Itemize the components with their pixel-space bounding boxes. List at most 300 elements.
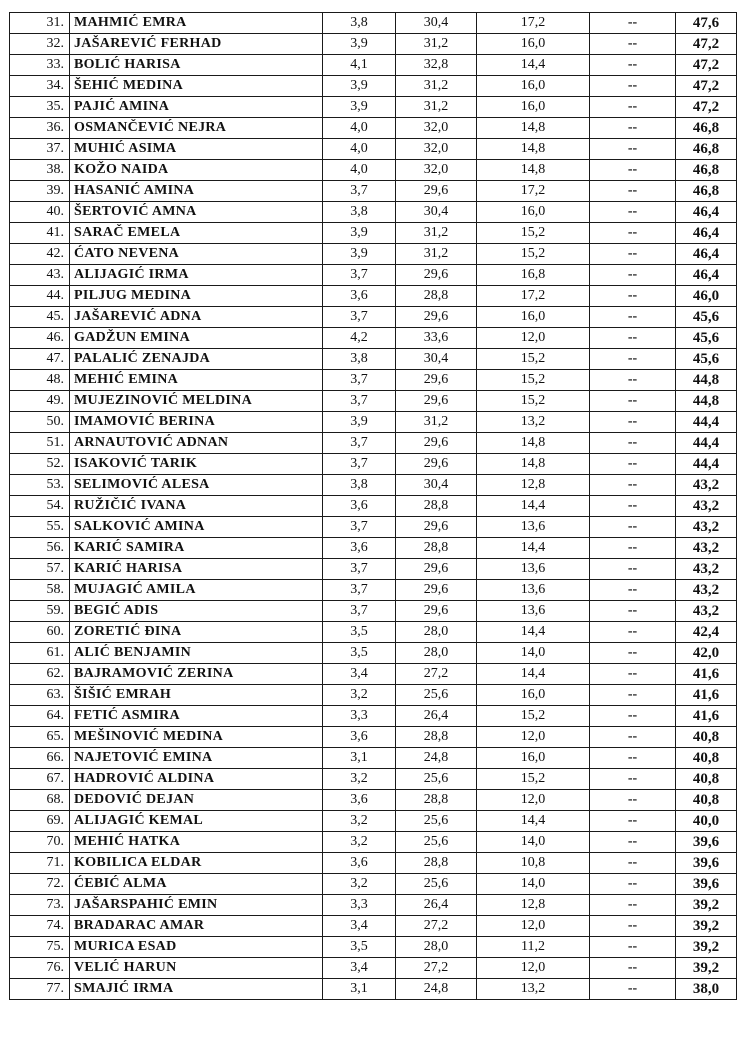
special-points: -- (590, 391, 676, 412)
total-points: 43,2 (676, 559, 737, 580)
table-row (10, 433, 737, 454)
student-name: HASANIĆ AMINA (70, 181, 323, 202)
row-rank: 38. (10, 160, 70, 181)
table-row (10, 874, 737, 895)
row-rank: 31. (10, 13, 70, 34)
row-rank: 35. (10, 97, 70, 118)
total-points: 46,4 (676, 265, 737, 286)
row-rank: 34. (10, 76, 70, 97)
competition-points: 12,0 (477, 958, 590, 979)
average-points: 32,0 (396, 118, 477, 139)
average-points: 24,8 (396, 748, 477, 769)
competition-points: 12,0 (477, 916, 590, 937)
competition-points: 16,8 (477, 265, 590, 286)
row-rank: 66. (10, 748, 70, 769)
grade-average: 3,5 (323, 643, 396, 664)
special-points: -- (590, 76, 676, 97)
total-points: 43,2 (676, 496, 737, 517)
average-points: 28,8 (396, 853, 477, 874)
student-name: RUŽIČIĆ IVANA (70, 496, 323, 517)
grade-average: 3,6 (323, 538, 396, 559)
table-row (10, 559, 737, 580)
student-name: SARAČ EMELA (70, 223, 323, 244)
grade-average: 4,0 (323, 118, 396, 139)
row-rank: 68. (10, 790, 70, 811)
row-rank: 70. (10, 832, 70, 853)
competition-points: 12,0 (477, 328, 590, 349)
special-points: -- (590, 643, 676, 664)
average-points: 29,6 (396, 265, 477, 286)
grade-average: 3,1 (323, 748, 396, 769)
row-rank: 71. (10, 853, 70, 874)
special-points: -- (590, 601, 676, 622)
table-row (10, 34, 737, 55)
grade-average: 3,5 (323, 622, 396, 643)
total-points: 43,2 (676, 601, 737, 622)
competition-points: 13,2 (477, 979, 590, 1000)
table-row (10, 97, 737, 118)
student-name: NAJETOVIĆ EMINA (70, 748, 323, 769)
total-points: 39,2 (676, 937, 737, 958)
total-points: 46,0 (676, 286, 737, 307)
grade-average: 3,4 (323, 916, 396, 937)
table-row (10, 622, 737, 643)
total-points: 39,6 (676, 832, 737, 853)
average-points: 31,2 (396, 76, 477, 97)
average-points: 24,8 (396, 979, 477, 1000)
competition-points: 15,2 (477, 244, 590, 265)
grade-average: 3,4 (323, 664, 396, 685)
total-points: 46,4 (676, 202, 737, 223)
row-rank: 59. (10, 601, 70, 622)
competition-points: 14,0 (477, 874, 590, 895)
special-points: -- (590, 34, 676, 55)
table-row (10, 937, 737, 958)
competition-points: 14,4 (477, 664, 590, 685)
special-points: -- (590, 412, 676, 433)
student-name: MUHIĆ ASIMA (70, 139, 323, 160)
total-points: 45,6 (676, 307, 737, 328)
competition-points: 14,8 (477, 160, 590, 181)
grade-average: 3,7 (323, 580, 396, 601)
ranking-table-container (9, 12, 737, 1000)
row-rank: 42. (10, 244, 70, 265)
competition-points: 14,8 (477, 454, 590, 475)
total-points: 42,0 (676, 643, 737, 664)
row-rank: 62. (10, 664, 70, 685)
special-points: -- (590, 727, 676, 748)
special-points: -- (590, 769, 676, 790)
special-points: -- (590, 349, 676, 370)
competition-points: 13,6 (477, 580, 590, 601)
student-name: SMAJIĆ IRMA (70, 979, 323, 1000)
average-points: 29,6 (396, 391, 477, 412)
average-points: 28,8 (396, 790, 477, 811)
grade-average: 3,8 (323, 13, 396, 34)
table-row (10, 118, 737, 139)
table-row (10, 328, 737, 349)
competition-points: 17,2 (477, 181, 590, 202)
grade-average: 3,7 (323, 181, 396, 202)
student-name: BAJRAMOVIĆ ZERINA (70, 664, 323, 685)
total-points: 40,8 (676, 727, 737, 748)
special-points: -- (590, 748, 676, 769)
student-name: MAHMIĆ EMRA (70, 13, 323, 34)
student-name: ĆEBIĆ ALMA (70, 874, 323, 895)
competition-points: 16,0 (477, 202, 590, 223)
competition-points: 12,8 (477, 475, 590, 496)
table-row (10, 181, 737, 202)
student-name: PAJIĆ AMINA (70, 97, 323, 118)
table-row (10, 643, 737, 664)
grade-average: 3,3 (323, 895, 396, 916)
competition-points: 14,4 (477, 496, 590, 517)
grade-average: 3,9 (323, 97, 396, 118)
competition-points: 12,8 (477, 895, 590, 916)
student-name: BRADARAC AMAR (70, 916, 323, 937)
average-points: 32,0 (396, 160, 477, 181)
table-row (10, 958, 737, 979)
average-points: 25,6 (396, 769, 477, 790)
special-points: -- (590, 916, 676, 937)
student-name: ŠERTOVIĆ AMNA (70, 202, 323, 223)
competition-points: 10,8 (477, 853, 590, 874)
average-points: 25,6 (396, 811, 477, 832)
student-name: MEHIĆ HATKA (70, 832, 323, 853)
table-row (10, 412, 737, 433)
grade-average: 3,1 (323, 979, 396, 1000)
average-points: 31,2 (396, 244, 477, 265)
row-rank: 49. (10, 391, 70, 412)
grade-average: 3,5 (323, 937, 396, 958)
average-points: 28,8 (396, 727, 477, 748)
special-points: -- (590, 517, 676, 538)
row-rank: 67. (10, 769, 70, 790)
special-points: -- (590, 223, 676, 244)
row-rank: 46. (10, 328, 70, 349)
average-points: 31,2 (396, 34, 477, 55)
special-points: -- (590, 328, 676, 349)
total-points: 47,2 (676, 97, 737, 118)
total-points: 45,6 (676, 349, 737, 370)
competition-points: 12,0 (477, 727, 590, 748)
row-rank: 58. (10, 580, 70, 601)
average-points: 25,6 (396, 874, 477, 895)
competition-points: 15,2 (477, 370, 590, 391)
grade-average: 3,7 (323, 307, 396, 328)
competition-points: 13,6 (477, 601, 590, 622)
competition-points: 14,8 (477, 433, 590, 454)
competition-points: 14,4 (477, 622, 590, 643)
average-points: 27,2 (396, 958, 477, 979)
grade-average: 3,7 (323, 391, 396, 412)
row-rank: 41. (10, 223, 70, 244)
student-name: KOBILICA ELDAR (70, 853, 323, 874)
table-row (10, 139, 737, 160)
grade-average: 3,6 (323, 727, 396, 748)
row-rank: 69. (10, 811, 70, 832)
table-row (10, 790, 737, 811)
student-name: FETIĆ ASMIRA (70, 706, 323, 727)
total-points: 46,8 (676, 181, 737, 202)
total-points: 47,6 (676, 13, 737, 34)
row-rank: 63. (10, 685, 70, 706)
grade-average: 3,2 (323, 811, 396, 832)
total-points: 44,4 (676, 454, 737, 475)
grade-average: 3,8 (323, 475, 396, 496)
row-rank: 44. (10, 286, 70, 307)
grade-average: 3,9 (323, 412, 396, 433)
average-points: 28,0 (396, 937, 477, 958)
grade-average: 3,9 (323, 76, 396, 97)
student-name: MURICA ESAD (70, 937, 323, 958)
competition-points: 14,8 (477, 118, 590, 139)
student-name: PALALIĆ ZENAJDA (70, 349, 323, 370)
table-row (10, 76, 737, 97)
total-points: 46,8 (676, 118, 737, 139)
table-row (10, 685, 737, 706)
total-points: 41,6 (676, 685, 737, 706)
special-points: -- (590, 13, 676, 34)
special-points: -- (590, 811, 676, 832)
special-points: -- (590, 937, 676, 958)
table-row (10, 853, 737, 874)
table-row (10, 916, 737, 937)
row-rank: 33. (10, 55, 70, 76)
average-points: 28,8 (396, 538, 477, 559)
grade-average: 3,7 (323, 559, 396, 580)
row-rank: 56. (10, 538, 70, 559)
special-points: -- (590, 433, 676, 454)
table-row (10, 727, 737, 748)
total-points: 46,4 (676, 244, 737, 265)
total-points: 46,4 (676, 223, 737, 244)
student-name: ISAKOVIĆ TARIK (70, 454, 323, 475)
special-points: -- (590, 664, 676, 685)
total-points: 40,0 (676, 811, 737, 832)
table-row (10, 223, 737, 244)
grade-average: 3,6 (323, 853, 396, 874)
special-points: -- (590, 160, 676, 181)
table-row (10, 286, 737, 307)
table-row (10, 202, 737, 223)
student-name: ALIJAGIĆ IRMA (70, 265, 323, 286)
grade-average: 3,7 (323, 265, 396, 286)
total-points: 45,6 (676, 328, 737, 349)
grade-average: 3,6 (323, 496, 396, 517)
grade-average: 3,7 (323, 601, 396, 622)
special-points: -- (590, 958, 676, 979)
special-points: -- (590, 853, 676, 874)
total-points: 39,2 (676, 916, 737, 937)
average-points: 27,2 (396, 916, 477, 937)
total-points: 43,2 (676, 475, 737, 496)
special-points: -- (590, 97, 676, 118)
competition-points: 16,0 (477, 685, 590, 706)
student-name: PILJUG MEDINA (70, 286, 323, 307)
table-row (10, 349, 737, 370)
competition-points: 15,2 (477, 349, 590, 370)
competition-points: 14,0 (477, 832, 590, 853)
table-row (10, 706, 737, 727)
average-points: 28,0 (396, 643, 477, 664)
table-row (10, 895, 737, 916)
row-rank: 37. (10, 139, 70, 160)
average-points: 31,2 (396, 223, 477, 244)
total-points: 42,4 (676, 622, 737, 643)
total-points: 39,2 (676, 958, 737, 979)
row-rank: 36. (10, 118, 70, 139)
row-rank: 74. (10, 916, 70, 937)
special-points: -- (590, 454, 676, 475)
average-points: 25,6 (396, 832, 477, 853)
table-row (10, 475, 737, 496)
competition-points: 17,2 (477, 286, 590, 307)
grade-average: 3,3 (323, 706, 396, 727)
average-points: 27,2 (396, 664, 477, 685)
table-row (10, 391, 737, 412)
student-name: BOLIĆ HARISA (70, 55, 323, 76)
student-name: MUJAGIĆ AMILA (70, 580, 323, 601)
grade-average: 3,7 (323, 454, 396, 475)
special-points: -- (590, 370, 676, 391)
average-points: 29,6 (396, 559, 477, 580)
table-row (10, 832, 737, 853)
student-name: HADROVIĆ ALDINA (70, 769, 323, 790)
average-points: 25,6 (396, 685, 477, 706)
row-rank: 57. (10, 559, 70, 580)
table-row (10, 517, 737, 538)
total-points: 44,8 (676, 391, 737, 412)
competition-points: 14,4 (477, 55, 590, 76)
average-points: 29,6 (396, 454, 477, 475)
special-points: -- (590, 475, 676, 496)
row-rank: 76. (10, 958, 70, 979)
total-points: 46,8 (676, 139, 737, 160)
total-points: 38,0 (676, 979, 737, 1000)
special-points: -- (590, 202, 676, 223)
student-name: BEGIĆ ADIS (70, 601, 323, 622)
total-points: 43,2 (676, 538, 737, 559)
student-name: OSMANČEVIĆ NEJRA (70, 118, 323, 139)
grade-average: 3,8 (323, 202, 396, 223)
grade-average: 3,2 (323, 769, 396, 790)
student-name: KARIĆ HARISA (70, 559, 323, 580)
total-points: 44,4 (676, 433, 737, 454)
grade-average: 3,6 (323, 286, 396, 307)
student-name: SALKOVIĆ AMINA (70, 517, 323, 538)
student-name: ALIJAGIĆ KEMAL (70, 811, 323, 832)
student-name: MEHIĆ EMINA (70, 370, 323, 391)
average-points: 33,6 (396, 328, 477, 349)
grade-average: 3,7 (323, 517, 396, 538)
special-points: -- (590, 139, 676, 160)
table-row (10, 811, 737, 832)
grade-average: 3,2 (323, 685, 396, 706)
table-row (10, 265, 737, 286)
competition-points: 14,0 (477, 643, 590, 664)
table-row (10, 769, 737, 790)
student-name: MUJEZINOVIĆ MELDINA (70, 391, 323, 412)
table-row (10, 160, 737, 181)
table-row (10, 580, 737, 601)
average-points: 31,2 (396, 412, 477, 433)
row-rank: 52. (10, 454, 70, 475)
table-row (10, 454, 737, 475)
average-points: 31,2 (396, 97, 477, 118)
competition-points: 15,2 (477, 223, 590, 244)
average-points: 32,0 (396, 139, 477, 160)
grade-average: 3,9 (323, 244, 396, 265)
total-points: 40,8 (676, 790, 737, 811)
row-rank: 47. (10, 349, 70, 370)
grade-average: 3,2 (323, 874, 396, 895)
student-name: ZORETIĆ ĐINA (70, 622, 323, 643)
grade-average: 3,7 (323, 433, 396, 454)
average-points: 30,4 (396, 349, 477, 370)
student-name: KARIĆ SAMIRA (70, 538, 323, 559)
table-row (10, 664, 737, 685)
student-name: VELIĆ HARUN (70, 958, 323, 979)
row-rank: 72. (10, 874, 70, 895)
row-rank: 43. (10, 265, 70, 286)
student-name: ARNAUTOVIĆ ADNAN (70, 433, 323, 454)
row-rank: 55. (10, 517, 70, 538)
student-name: JAŠARSPAHIĆ EMIN (70, 895, 323, 916)
ranking-table (9, 12, 737, 1000)
total-points: 46,8 (676, 160, 737, 181)
student-name: ŠEHIĆ MEDINA (70, 76, 323, 97)
row-rank: 53. (10, 475, 70, 496)
special-points: -- (590, 832, 676, 853)
grade-average: 4,1 (323, 55, 396, 76)
competition-points: 15,2 (477, 769, 590, 790)
row-rank: 45. (10, 307, 70, 328)
average-points: 28,8 (396, 286, 477, 307)
average-points: 29,6 (396, 181, 477, 202)
competition-points: 16,0 (477, 76, 590, 97)
table-row (10, 601, 737, 622)
table-row (10, 13, 737, 34)
total-points: 39,2 (676, 895, 737, 916)
row-rank: 75. (10, 937, 70, 958)
average-points: 32,8 (396, 55, 477, 76)
competition-points: 16,0 (477, 307, 590, 328)
grade-average: 3,9 (323, 34, 396, 55)
row-rank: 51. (10, 433, 70, 454)
competition-points: 16,0 (477, 748, 590, 769)
total-points: 44,8 (676, 370, 737, 391)
average-points: 29,6 (396, 370, 477, 391)
grade-average: 4,2 (323, 328, 396, 349)
student-name: IMAMOVIĆ BERINA (70, 412, 323, 433)
special-points: -- (590, 706, 676, 727)
competition-points: 13,6 (477, 517, 590, 538)
special-points: -- (590, 181, 676, 202)
special-points: -- (590, 559, 676, 580)
special-points: -- (590, 244, 676, 265)
grade-average: 3,7 (323, 370, 396, 391)
average-points: 29,6 (396, 517, 477, 538)
special-points: -- (590, 685, 676, 706)
total-points: 39,6 (676, 874, 737, 895)
competition-points: 11,2 (477, 937, 590, 958)
total-points: 40,8 (676, 748, 737, 769)
average-points: 30,4 (396, 202, 477, 223)
table-row (10, 244, 737, 265)
student-name: ALIĆ BENJAMIN (70, 643, 323, 664)
total-points: 40,8 (676, 769, 737, 790)
